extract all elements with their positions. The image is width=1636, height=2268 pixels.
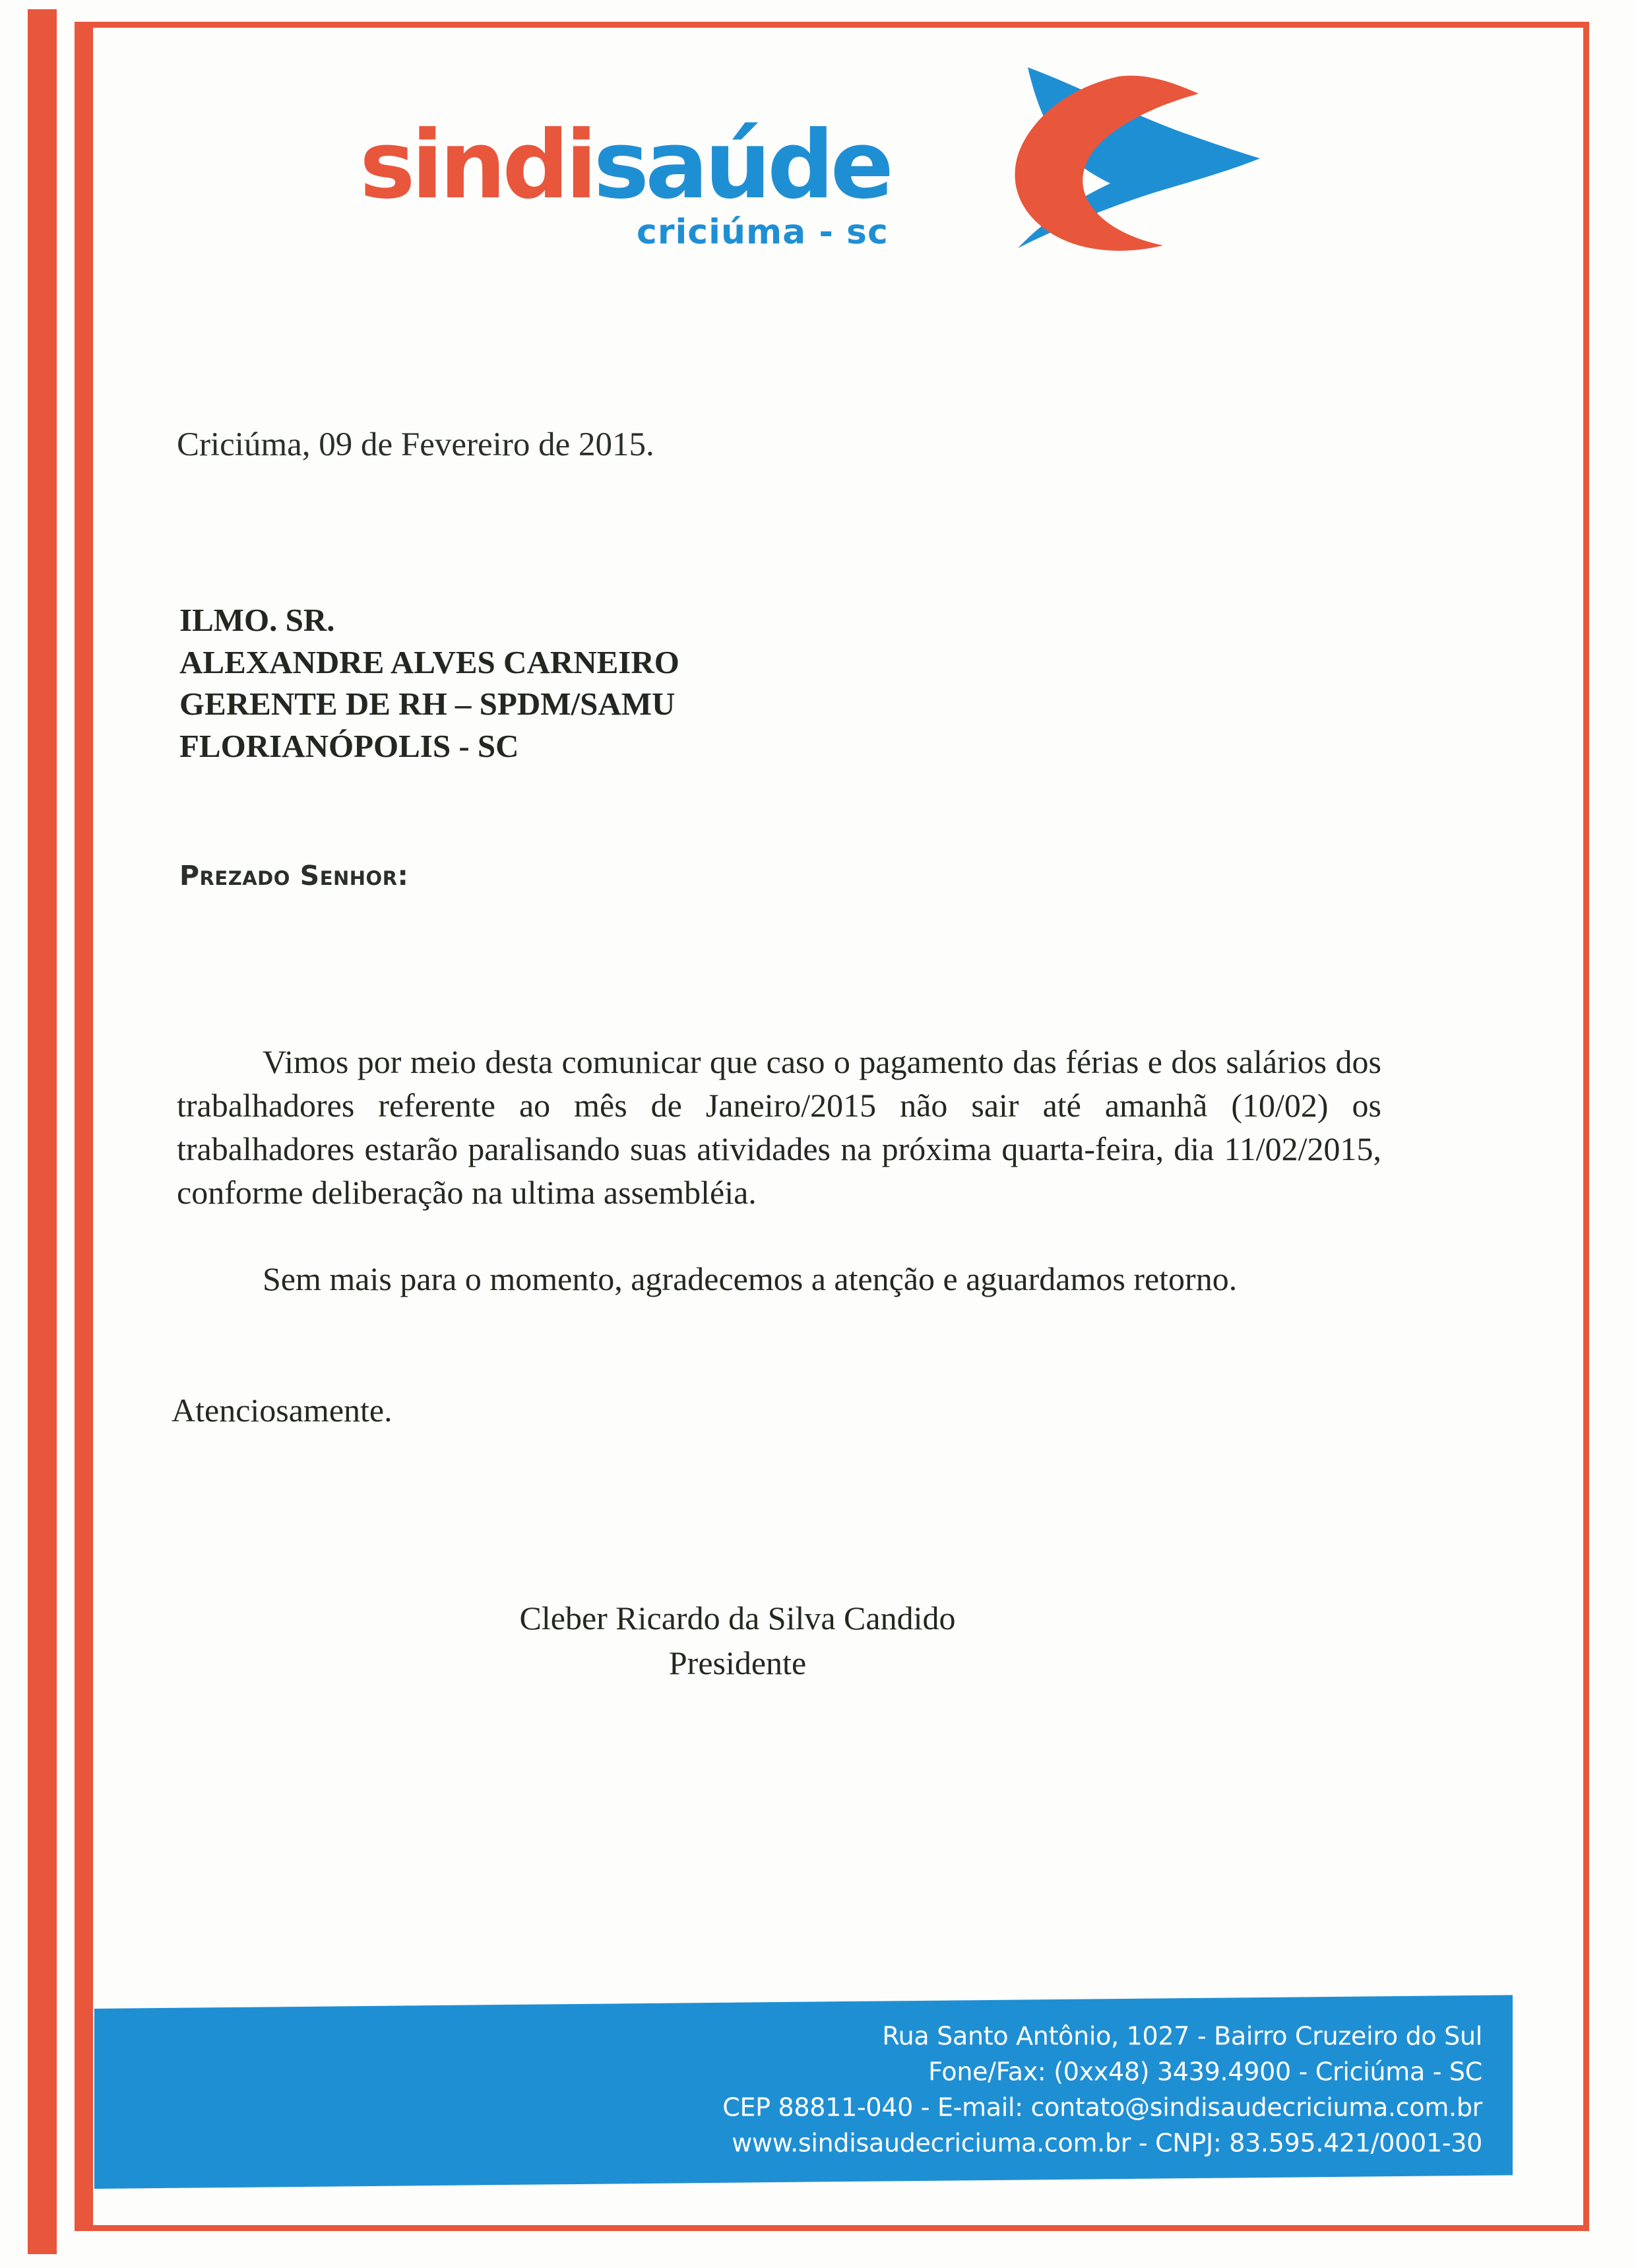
addressee-line-3: GERENTE DE RH – SPDM/SAMU xyxy=(179,686,676,723)
footer-contact-band xyxy=(94,1995,1513,2189)
paragraph-notice: Vimos por meio desta comunicar que caso o pagamento das férias e dos salários dos trabalhadores referente ao mês de Janeiro/2015 não sair até amanhã (10/02) os trabalhadores estarão paralisando suas atividades na próxima quarta-feira, dia 11/02/2015, conforme deliberação na ultima assembléia. xyxy=(177,1043,1381,1211)
footer-contact-text xyxy=(94,2002,1513,2162)
paragraph-closing: Sem mais para o momento, agradecemos a atenção e aguardamos retorno. xyxy=(263,1260,1238,1297)
date-line: Criciúma, 09 de Fevereiro de 2015. xyxy=(177,426,654,463)
logo-wordmark-sindi: sindi xyxy=(360,111,594,220)
letterhead-logo xyxy=(360,86,1296,284)
footer-address-line: Rua Santo Antônio, 1027 - Bairro Cruzeiro do Sul xyxy=(882,2021,1482,2051)
signature-block xyxy=(177,1596,1298,1685)
signature-name: Cleber Ricardo da Silva Candido xyxy=(519,1600,956,1636)
footer-website-line: www.sindisaudecriciuma.com.br - CNPJ: 83.595.421/0001-30 xyxy=(732,2128,1482,2158)
logo-subtitle: criciúma - sc xyxy=(637,212,889,252)
addressee-line-2: ALEXANDRE ALVES CARNEIRO xyxy=(179,643,679,680)
signature-title: Presidente xyxy=(668,1644,807,1681)
closing-line: Atenciosamente. xyxy=(172,1392,393,1429)
logo-wordmark xyxy=(360,111,890,220)
logo-wordmark-saude: saúde xyxy=(593,111,890,220)
footer-phone-line: Fone/Fax: (0xx48) 3439.4900 - Criciúma - SC xyxy=(928,2057,1482,2087)
addressee-line-4: FLORIANÓPOLIS - SC xyxy=(179,728,519,765)
addressee-block xyxy=(179,599,679,767)
addressee-line-1: ILMO. SR. xyxy=(179,602,335,638)
frame-accent-bar-left xyxy=(28,9,57,2254)
swoosh-arrow-mark-icon xyxy=(900,59,1270,257)
footer-email-line: CEP 88811-040 - E-mail: contato@sindisaudecriciuma.com.br xyxy=(722,2092,1482,2122)
salutation: Prezado Senhor: xyxy=(179,860,409,891)
